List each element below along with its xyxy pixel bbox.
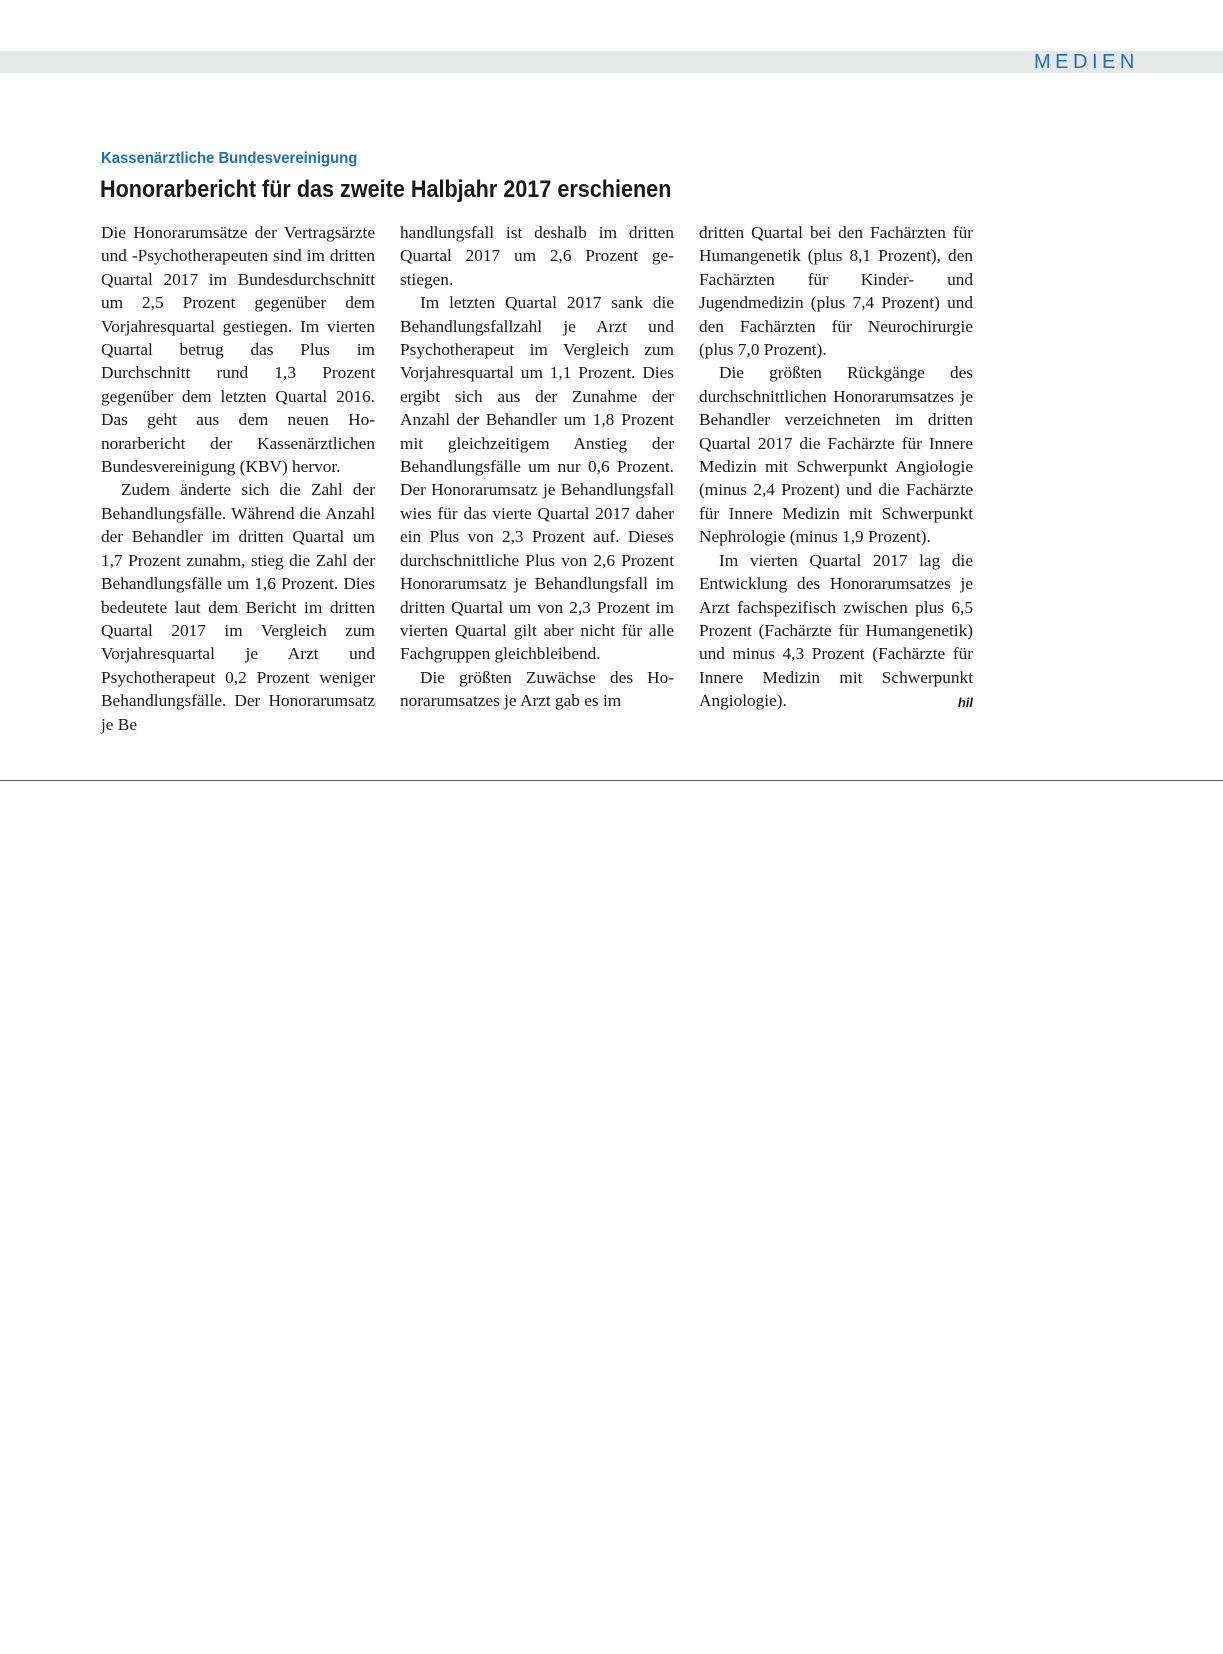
article-column-2 (400, 221, 674, 713)
article-column-3 (699, 221, 973, 715)
author-signature: hil (957, 695, 973, 711)
paragraph: Zudem änderte sich die Zahl der Behandlungsfälle. Während die Anzahl der Behandler im dritten Quartal um 1,7 Prozent zunahm, stieg die Zahl der Behandlungsfälle um 1,6 Prozent. Dies bedeutete laut dem Bericht im dritten Quartal 2017 im Vergleich zum Vorjahresquartal je Arzt und Psychotherapeut 0,2 Prozent weniger Behandlungsfälle. Der Honorarumsatz je Be (101, 480, 375, 734)
paragraph: Im letzten Quartal 2017 sank die Behandlungsfallzahl je Arzt und Psychotherapeut im Vergleich zum Vorjahresquartal um 1,1 Prozent. Dies ergibt sich aus der Zunahme der Anzahl der Behandler um 1,8 Prozent mit gleichzeitigem Anstieg der Behandlungsfälle um nur 0,6 Prozent. Der Honorarumsatz je Behandlungsfall wies für das vierte Quartal 2017 daher ein Plus von 2,3 Prozent auf. Dieses durchschnittliche Plus von 2,6 Prozent Honorarumsatz je Behandlungsfall im dritten Quartal um von 2,3 Prozent im vierten Quartal gilt aber nicht für alle Fachgruppen gleichbleibend. (400, 293, 674, 664)
paragraph: Die Honorarumsätze der Vertragsärzte und -Psychotherapeuten sind im dritten Quartal 2017 im Bundesdurchschnitt um 2,5 Prozent gegenüber dem Vorjahresquartal gestiegen. Im vierten Quartal betrug das Plus im Durchschnitt rund 1,3 Prozent gegenüber dem letzten Quartal 2016. Das geht aus dem neuen Honorarbericht der Kassenärztlichen Bundesvereinigung (KBV) hervor. (101, 223, 375, 477)
paragraph: Die größten Zuwächse des Honorarumsatzes je Arzt gab es im (400, 667, 674, 711)
paragraph: dritten Quartal bei den Fachärzten für Humangenetik (plus 8,1 Prozent), den Fachärzten für Kinder- und Jugendmedizin (plus 7,4 Prozent) und den Fachärzten für Neurochirurgie (plus 7,0 Prozent). (699, 223, 973, 360)
article-kicker: Kassenärztliche Bundesvereinigung (101, 150, 358, 167)
divider-rule (0, 780, 1223, 781)
paragraph-text: Im vierten Quartal 2017 lag die Entwicklung des Honorarumsatzes je Arzt fachspezifisch zwischen plus 6,5 Prozent (Fachärzte für Humangenetik) und minus 4,3 Prozent (Fachärzte für Innere Medizin mit Schwerpunkt Angiologie). (699, 550, 973, 711)
last-paragraph (699, 549, 973, 713)
article-headline: Honorarbericht für das zweite Halbjahr 2017 erschienen (100, 176, 672, 203)
paragraph: handlungsfall ist deshalb im dritten Quartal 2017 um 2,6 Prozent gestiegen. (400, 223, 674, 289)
paragraph: Die größten Rückgänge des durchschnittlichen Honorarumsatzes je Behandler verzeichneten im dritten Quartal 2017 die Fachärzte für Innere Medizin mit Schwerpunkt Angiologie (minus 2,4 Prozent) und die Fachärzte für Innere Medizin mit Schwerpunkt Nephrologie (minus 1,9 Prozent). (699, 363, 973, 547)
article-column-1 (101, 221, 375, 736)
section-label: MEDIEN (1034, 51, 1139, 73)
